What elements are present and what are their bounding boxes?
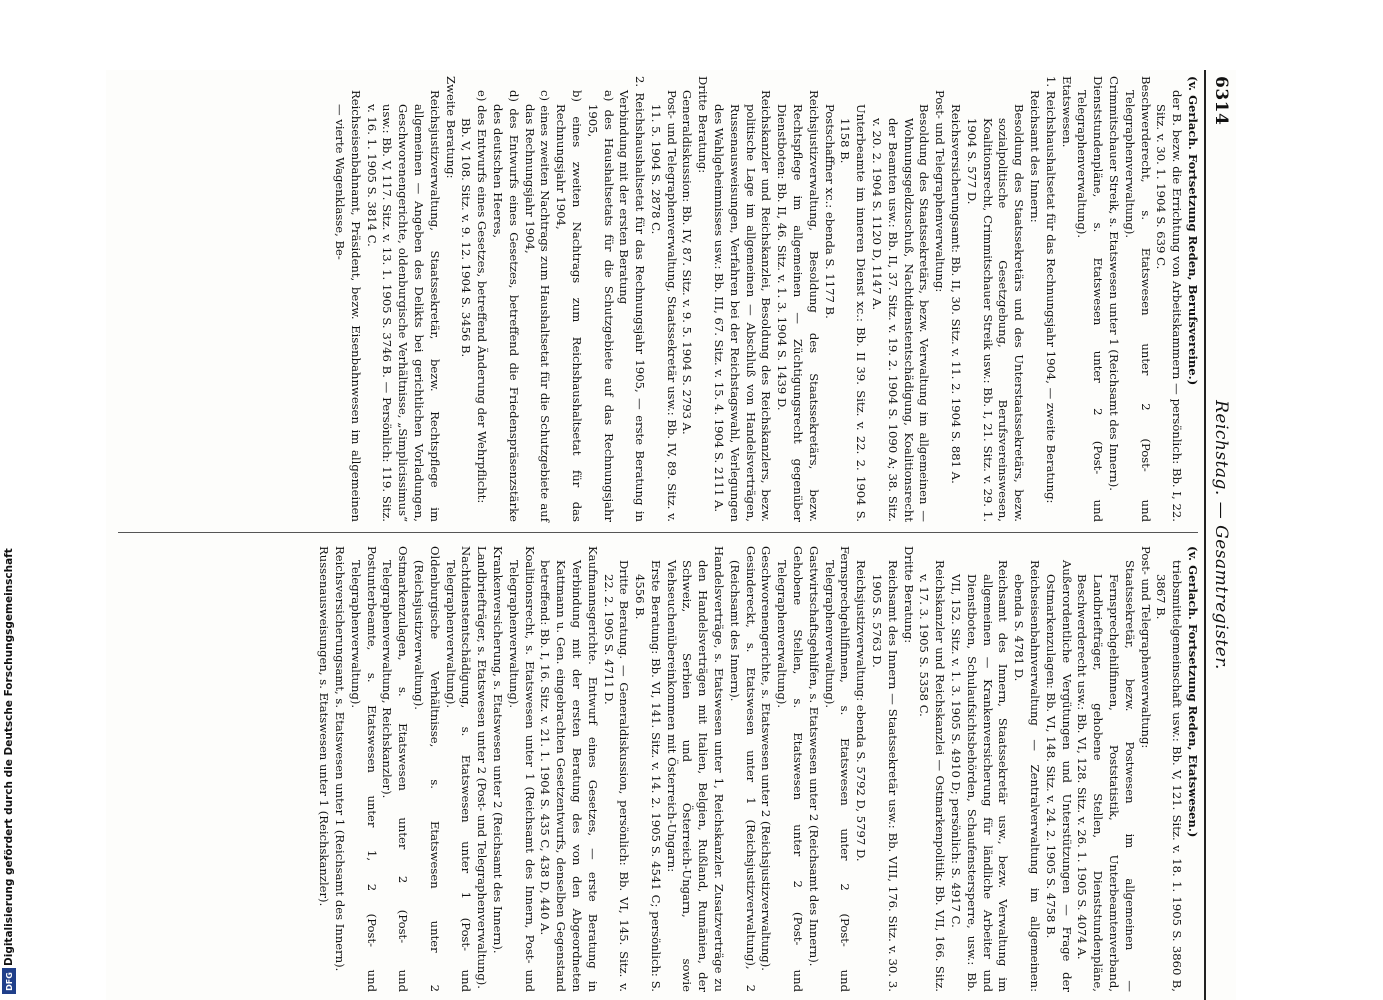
index-entry: Gastwirtschaftsgehilfen, s. Etatswesen unter 2 (Reichsamt des Innern). xyxy=(806,546,821,967)
index-entry: Ostmarkenzulagen, s. Etatswesen unter 2 (Post- und Telegraphenverwaltung, Reichskanzler). xyxy=(380,546,411,992)
index-entry: Crimmitschauer Streik, s. Etatswesen unter 1 (Reichsamt des Innern). xyxy=(1107,76,1122,491)
index-entry: Reichsamt des Innern — Staatssekretär usw.: Bb. VIII, 176. Sitz. v. 30. 3. 1905 S. 5763 D. xyxy=(870,560,900,992)
index-entry: Dritte Beratung: xyxy=(901,546,916,644)
attribution-sidebar xyxy=(0,0,18,1000)
index-entry: Reichsamt des Innern: xyxy=(1028,90,1043,223)
index-entry: Reichsjustizverwaltung, Staatssekretär, bezw. Rechtspflege im allgemeinen — Angeben des Delikts bei gerichtlichen Vorladungen, Geschworenengerichte, oldenburgische Verhältnisse, „Simplicissimus“ usw.: Bb. V, 117. Sitz. v. 13. 1. 1905 S. 3746 B. — Persönlich: 119. Sitz. v. 16. 1. 1905 S. 3814 C. xyxy=(364,90,442,522)
index-entry: Beschwerderecht, s. Etatswesen unter 2 (Post- und Telegraphenverwaltung). xyxy=(1122,76,1153,522)
index-entry: Kaufmannsgerichte. Entwurf eines Gesetzes, — erste Beratung in Verbindung mit der ersten Beratung des von den Abgeordneten Kattmann u. Gen. eingebrachten Gesetzentwurfs, denselben Gegenstand betreffend: Bb. I, 16. Sitz. v. 21. 1. 1904 S. 435 C, 438 D, 440 A. xyxy=(538,546,600,992)
index-entry: Reichsversicherungsamt: Bb. II, 30. Sitz. v. 11. 2. 1904 S. 881 A. xyxy=(949,104,964,484)
index-entry: Gesindereckt, s. Etatswesen unter 1 (Reichsjustizverwaltung), 2 (Reichsamt des Innern). xyxy=(727,546,758,992)
index-entry: Dritte Beratung: xyxy=(696,76,711,174)
index-entry: Reichsjustizverwaltung, Besoldung des Staatssekretärs, bezw. Rechtspflege im allgemeinen — Züchtigungsrecht gegenüber Dienstboten: Bb. II, 46. Sitz. v. 1. 3. 1904 S. 1439 D. xyxy=(775,90,821,522)
logo-text: DFG xyxy=(4,971,14,991)
page-number: 6314 xyxy=(1211,76,1231,126)
index-entry: Dienststundenpläne, s. Etatswesen unter 2 (Post- und Telegraphenverwaltung). xyxy=(1075,76,1106,522)
index-entry: Erste Beratung: Bb. VI, 141. Sitz. v. 14. 2. 1905 S. 4541 C; persönlich: S. 4556 B. xyxy=(633,560,663,992)
index-entry: Nachtdienstentschädigung, s. Etatswesen unter 1 (Post- und Telegraphenverwaltung). xyxy=(443,546,474,992)
left-column xyxy=(331,76,1200,522)
index-entry: Reichsversicherungsamt, s. Etatswesen unter 1 (Reichsamt des Innern). xyxy=(332,546,347,972)
index-entry: Post- und Telegraphenverwaltung: xyxy=(933,90,948,293)
index-entry: Postunterbeamte, s. Etatswesen unter 1, 2 (Post- und Telegraphenverwaltung). xyxy=(348,546,379,992)
index-entry: Reichsjustizverwaltung: ebenda S. 5792 D, 5797 D. xyxy=(854,560,869,862)
index-entry: Landbriefträger, s. Etatswesen unter 2 (Post- und Telegraphenverwaltung). xyxy=(475,546,490,989)
index-entry: Außerordentliche Vergütungen und Unterstützungen — Frage der Ostmarkenzulagen: Bb. VI, 148. Sitz. v. 24. 2. 1905 S. 4758 B. xyxy=(1043,560,1074,992)
index-entry: der B. bezw. die Errichtung von Arbeitskammern — persönlich: Bb. I, 22. Sitz. v. 30. 1. 1904 S. 639 C. xyxy=(1154,90,1185,522)
page-header xyxy=(1206,70,1236,1000)
index-entry: d) des Entwurfs eines Gesetzes, betreffend die Friedenspräsenzstärke des deutschen Heeres, xyxy=(490,90,521,522)
index-entry: Reichskanzler und Reichskanzlei, Besoldung des Reichskanzlers, bezw. politische Lage im allgemeinen — Abschluß von Handelsverträgen, Russenausweisungen, Verfahren bei der Reichstagswahl, Verlegungen des Wahlgeheimnisses usw.: Bb. III, 67. Sitz. v. 15. 4. 1904 S. 2111 A. xyxy=(712,90,774,522)
index-entry: b) eines zweiten Nachtrags zum Reichshaushaltsetat für das Rechnungsjahr 1904, xyxy=(554,90,584,522)
index-entry: Reichskanzler und Reichskanzlei — Ostmarkenpolitik: Bb. VII, 166. Sitz. v. 17. 3. 1905 S. 5358 C. xyxy=(917,560,948,992)
index-entry: Reichseisenbahnamt, Präsident, bezw. Eisenbahnwesen im allgemeinen — vierte Wagenklasse, Be- xyxy=(332,90,363,522)
column-divider xyxy=(118,532,1198,533)
index-entry: a) des Haushaltsetats für die Schutzgebiete auf das Rechnungsjahr 1905, xyxy=(585,90,616,522)
index-entry: e) des Entwurfs eines Gesetzes, betreffend Änderung der Wehrpflicht: xyxy=(475,90,490,504)
index-entry: Etatswesen. xyxy=(1059,76,1074,148)
index-entry: Bb. V, 108. Sitz. v. 9. 12. 1904 S. 3456 B. xyxy=(459,118,474,358)
index-entry: Zweite Beratung: xyxy=(443,76,458,179)
index-entry: Geschworenengerichte, s. Etatswesen unter 2 (Reichsjustizverwaltung). xyxy=(759,546,774,971)
index-entry: 1. Reichshaushaltsetat für das Rechnungsjahr 1904, — zweite Beratung: xyxy=(1043,76,1058,504)
index-entry: c) eines zweiten Nachtrags zum Haushaltsetat für die Schutzgebiete auf das Rechnungsjahr 1904, xyxy=(522,90,553,522)
header-rule xyxy=(1204,70,1206,1000)
index-entry: Handelsverträge, s. Etatswesen unter 1, Reichskanzler. Zusatzverträge zu den Handelsverträgen mit Italien, Belgien, Rußland, Rumänien, der Schweiz, Serbien und Österreich-Ungarn, sowie Viehseuchenübereinkommen mit Österreich-Ungarn: xyxy=(664,546,727,992)
index-entry: Post- und Telegraphenverwaltung: xyxy=(1138,546,1153,749)
right-column xyxy=(315,546,1200,992)
credit-text: Digitalisierung gefördert durch die Deutsche Forschungsgemeinschaft xyxy=(3,548,15,966)
index-entry: Besoldung des Staatssekretärs, bezw. Verwaltung im allgemeinen — Wohnungsgeldzuschuß, Nachtdienstentschädigung, Koalitionsrecht der Beamten usw.: Bb. II, 37. Sitz. v. 19. 2. 1904 S. 1090 A; 38. Sitz. v. 20. 2. 1904 S. 1120 D, 1147 A. xyxy=(870,104,932,522)
index-entry: Unterbeamte im inneren Dienst xc.: Bb. II 39. Sitz. v. 22. 2. 1904 S. 1158 B. xyxy=(838,104,869,522)
index-entry: Generaldiskussion: Bb. IV, 87. Sitz. v. 9. 5. 1904 S. 2793 A. xyxy=(680,90,695,435)
index-entry: Gehobene Stellen, s. Etatswesen unter 2 (Post- und Telegraphenverwaltung). xyxy=(775,546,806,992)
index-entry: Besoldung des Staatssekretärs und des Unterstaatssekretärs, bezw. sozialpolitische Gesetzgebung, Berufsvereinswesen, Koalitionsrecht, Crimmitschauer Streik usw.: Bb. I, 21. Sitz. v. 29. 1. 1904 S. 577 D. xyxy=(964,104,1027,522)
index-entry: Koalitionsrecht, s. Etatswesen unter 1 (Reichsamt des Innern, Post- und Telegraphenverwaltung). xyxy=(506,546,537,992)
index-entry: triebsmittelgemeinschaft usw.: Bb. V, 121. Sitz. v. 18. 1. 1905 S. 3860 B, 3867 B. xyxy=(1154,560,1185,992)
index-entry: (v. Gerlach. Fortsetzung Reden, Etatswesen.) xyxy=(1186,546,1200,838)
index-entry: Reichseisenbahnverwaltung — Zentralverwaltung im allgemeinen: ebenda S. 4781 D. xyxy=(1012,560,1043,992)
index-entry: Russenausweisungen, s. Etatswesen unter 1 (Reichskanzler). xyxy=(317,546,332,907)
index-entry: Dritte Beratung. — Generaldiskussion, persönlich: Bb. VI, 145. Sitz. v. 22. 2. 1905 S. 4711 D. xyxy=(601,560,632,992)
dfg-logo-icon xyxy=(2,968,16,994)
document-page xyxy=(106,70,1236,1000)
index-entry: Postschaffner xc.: ebenda S. 1177 B. xyxy=(822,104,837,319)
index-entry: Staatssekretär, bezw. Postwesen im allgemeinen — Fernsprechgehilfinnen, Poststatistik, Unterbeamtenverband, Landbriefträger, gehobene Stellen, Dienststundenpläne, Beschwerderecht usw.: Bb. VI, 128. Sitz. v. 26. 1. 1905 S. 4074 A. xyxy=(1075,560,1137,992)
index-entry: 2. Reichshaushaltsetat für das Rechnungsjahr 1905, — erste Beratung in Verbindung mit der ersten Beratung xyxy=(617,76,648,522)
index-entry: Reichsamt des Innern, Staatssekretär usw., bezw. Verwaltung im allgemeinen — Krankenversicherung für ländliche Arbeiter und Dienstboten, Schulaufsichtsbehörden, Schaufenstersperre, usw.: Bb. VII, 152. Sitz. v. 1. 3. 1905 S. 4910 D; persönlich: S. 4917 C. xyxy=(949,560,1011,992)
index-entry: Oldenburgische Verhältnisse, s. Etatswesen unter 2 (Reichsjustizverwaltung). xyxy=(411,546,442,992)
index-entry: Post- und Telegraphenverwaltung, Staatssekretär usw.: Bb. IV, 89. Sitz. v. 11. 5. 1904 S. 2878 C. xyxy=(648,90,679,522)
index-entry: Fernsprechgehilfinnen, s. Etatswesen unter 2 (Post- und Telegraphenverwaltung). xyxy=(822,546,853,992)
index-entry: (v. Gerlach. Fortsetzung Reden, Berufsvereine.) xyxy=(1186,76,1200,386)
page-title: Reichstag. — Gesamtregister. xyxy=(1211,400,1231,670)
index-entry: Krankenversicherung, s. Etatswesen unter 2 (Reichsamt des Innern). xyxy=(490,546,505,954)
